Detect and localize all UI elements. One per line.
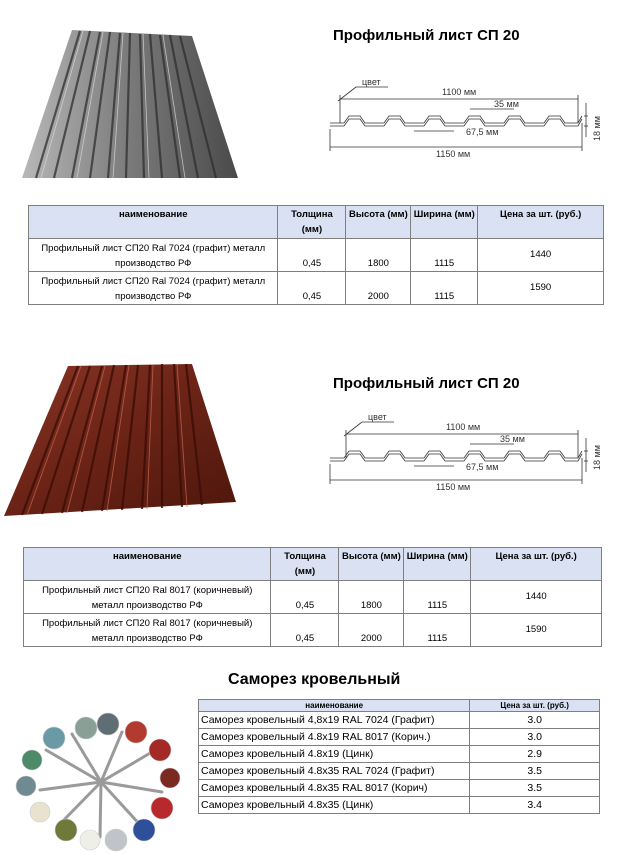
section2-title: Профильный лист СП 20 (333, 375, 520, 392)
screw-name: Саморез кровельный 4.8х19 RAL 8017 (Корич.) (199, 729, 470, 746)
diagram1-pitch: 35 мм (494, 99, 519, 109)
screws-image (12, 712, 190, 852)
screws-header-name: наименование (199, 700, 470, 712)
diagram1-step: 67,5 мм (466, 127, 499, 137)
sheet-image-graphite (20, 28, 242, 184)
table-row (29, 272, 604, 305)
row-price: 1590 (478, 272, 604, 305)
row-name: Профильный лист СП20 Ral 7024 (графит) металл производство РФ (29, 239, 278, 272)
table-row (24, 581, 602, 614)
row-height: 2000 (346, 272, 411, 305)
table-row (24, 614, 602, 647)
row-width: 1115 (411, 239, 478, 272)
row-thickness: 0,45 (271, 614, 339, 647)
row-width: 1115 (404, 581, 471, 614)
row-price: 1590 (471, 614, 602, 647)
row-height: 1800 (346, 239, 411, 272)
header-thickness: Толщина (мм) (278, 206, 346, 239)
row-width: 1115 (411, 272, 478, 305)
table-row (199, 746, 600, 763)
diagram1-color-label: цвет (362, 77, 381, 87)
screw-price: 3.5 (470, 763, 600, 780)
section1-title: Профильный лист СП 20 (333, 27, 520, 44)
row-name: Профильный лист СП20 Ral 8017 (коричневый) металл производство РФ (24, 581, 271, 614)
screw-price: 2.9 (470, 746, 600, 763)
screw-name: Саморез кровельный 4.8х35 (Цинк) (199, 797, 470, 814)
header-price: Цена за шт. (руб.) (478, 206, 604, 239)
screw-price: 3.5 (470, 780, 600, 797)
screw-price: 3.0 (470, 729, 600, 746)
diagram2-pitch: 35 мм (500, 434, 525, 444)
header-price: Цена за шт. (руб.) (471, 548, 602, 581)
diagram2-step: 67,5 мм (466, 462, 499, 472)
diagram2-color-label: цвет (368, 412, 387, 422)
screw-name: Саморез кровельный 4.8х35 RAL 7024 (Графит) (199, 763, 470, 780)
screw-price: 3.4 (470, 797, 600, 814)
row-thickness: 0,45 (278, 239, 346, 272)
row-height: 2000 (339, 614, 404, 647)
screw-price: 3.0 (470, 712, 600, 729)
row-price: 1440 (471, 581, 602, 614)
table-row (199, 712, 600, 729)
header-width: Ширина (мм) (404, 548, 471, 581)
screw-name: Саморез кровельный 4.8х19 (Цинк) (199, 746, 470, 763)
profile-diagram-1 (326, 73, 608, 163)
row-thickness: 0,45 (271, 581, 339, 614)
diagram1-height: 18 мм (592, 116, 602, 141)
row-width: 1115 (404, 614, 471, 647)
header-height: Высота (мм) (339, 548, 404, 581)
spec-table-1 (28, 205, 604, 305)
row-thickness: 0,45 (278, 272, 346, 305)
diagram1-width-full: 1100 мм (442, 87, 477, 97)
profile-diagram-2 (326, 408, 608, 498)
row-name: Профильный лист СП20 Ral 7024 (графит) металл производство РФ (29, 272, 278, 305)
table-row (199, 763, 600, 780)
table-row (199, 729, 600, 746)
screws-title: Саморез кровельный (228, 671, 401, 688)
row-height: 1800 (339, 581, 404, 614)
screws-table (198, 699, 600, 814)
table-row (199, 780, 600, 797)
spec-table-2 (23, 547, 602, 647)
diagram1-width-total: 1150 мм (436, 149, 471, 159)
diagram2-width-full: 1100 мм (446, 422, 481, 432)
row-name: Профильный лист СП20 Ral 8017 (коричневый) металл производство РФ (24, 614, 271, 647)
header-name: наименование (24, 548, 271, 581)
diagram2-width-total: 1150 мм (436, 482, 471, 492)
header-width: Ширина (мм) (411, 206, 478, 239)
screw-name: Саморез кровельный 4,8х19 RAL 7024 (Графит) (199, 712, 470, 729)
diagram2-height: 18 мм (592, 445, 602, 470)
table-row (29, 239, 604, 272)
table-row (199, 797, 600, 814)
header-name: наименование (29, 206, 278, 239)
row-price: 1440 (478, 239, 604, 272)
sheet-image-brown (2, 362, 242, 520)
header-thickness: Толщина (мм) (271, 548, 339, 581)
header-height: Высота (мм) (346, 206, 411, 239)
screw-name: Саморез кровельный 4.8х35 RAL 8017 (Корич) (199, 780, 470, 797)
screws-header-price: Цена за шт. (руб.) (470, 700, 600, 712)
